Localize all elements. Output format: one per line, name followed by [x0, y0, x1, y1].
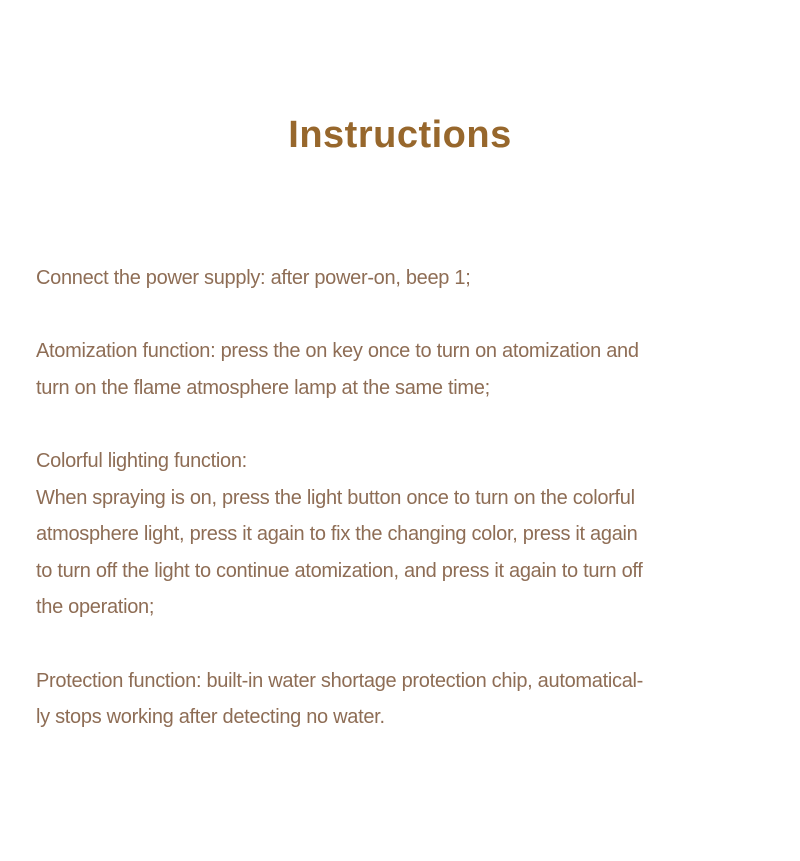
paragraph-line: Protection function: built-in water shortage protection chip, automatical- — [36, 669, 644, 692]
paragraph-colorful-lighting — [36, 443, 756, 626]
paragraph-line: atmosphere light, press it again to fix the changing color, press it again — [36, 523, 638, 546]
paragraph-power-supply — [36, 260, 756, 297]
paragraph-line: the operation; — [36, 596, 155, 619]
paragraph-line: turn on the flame atmosphere lamp at the same time; — [36, 376, 490, 399]
page-title: Instructions — [288, 114, 512, 156]
paragraph-protection — [36, 663, 756, 736]
paragraph-line: Colorful lighting function: — [36, 450, 247, 473]
paragraph-line: ly stops working after detecting no water. — [36, 706, 385, 729]
paragraph-line: Connect the power supply: after power-on, beep 1; — [36, 266, 471, 289]
instructions-body — [0, 260, 800, 736]
paragraph-line: to turn off the light to continue atomization, and press it again to turn off — [36, 559, 643, 582]
paragraph-line: Atomization function: press the on key once to turn on atomization and — [36, 340, 639, 363]
paragraph-atomization — [36, 333, 756, 406]
paragraph-line: When spraying is on, press the light button once to turn on the colorful — [36, 486, 635, 509]
